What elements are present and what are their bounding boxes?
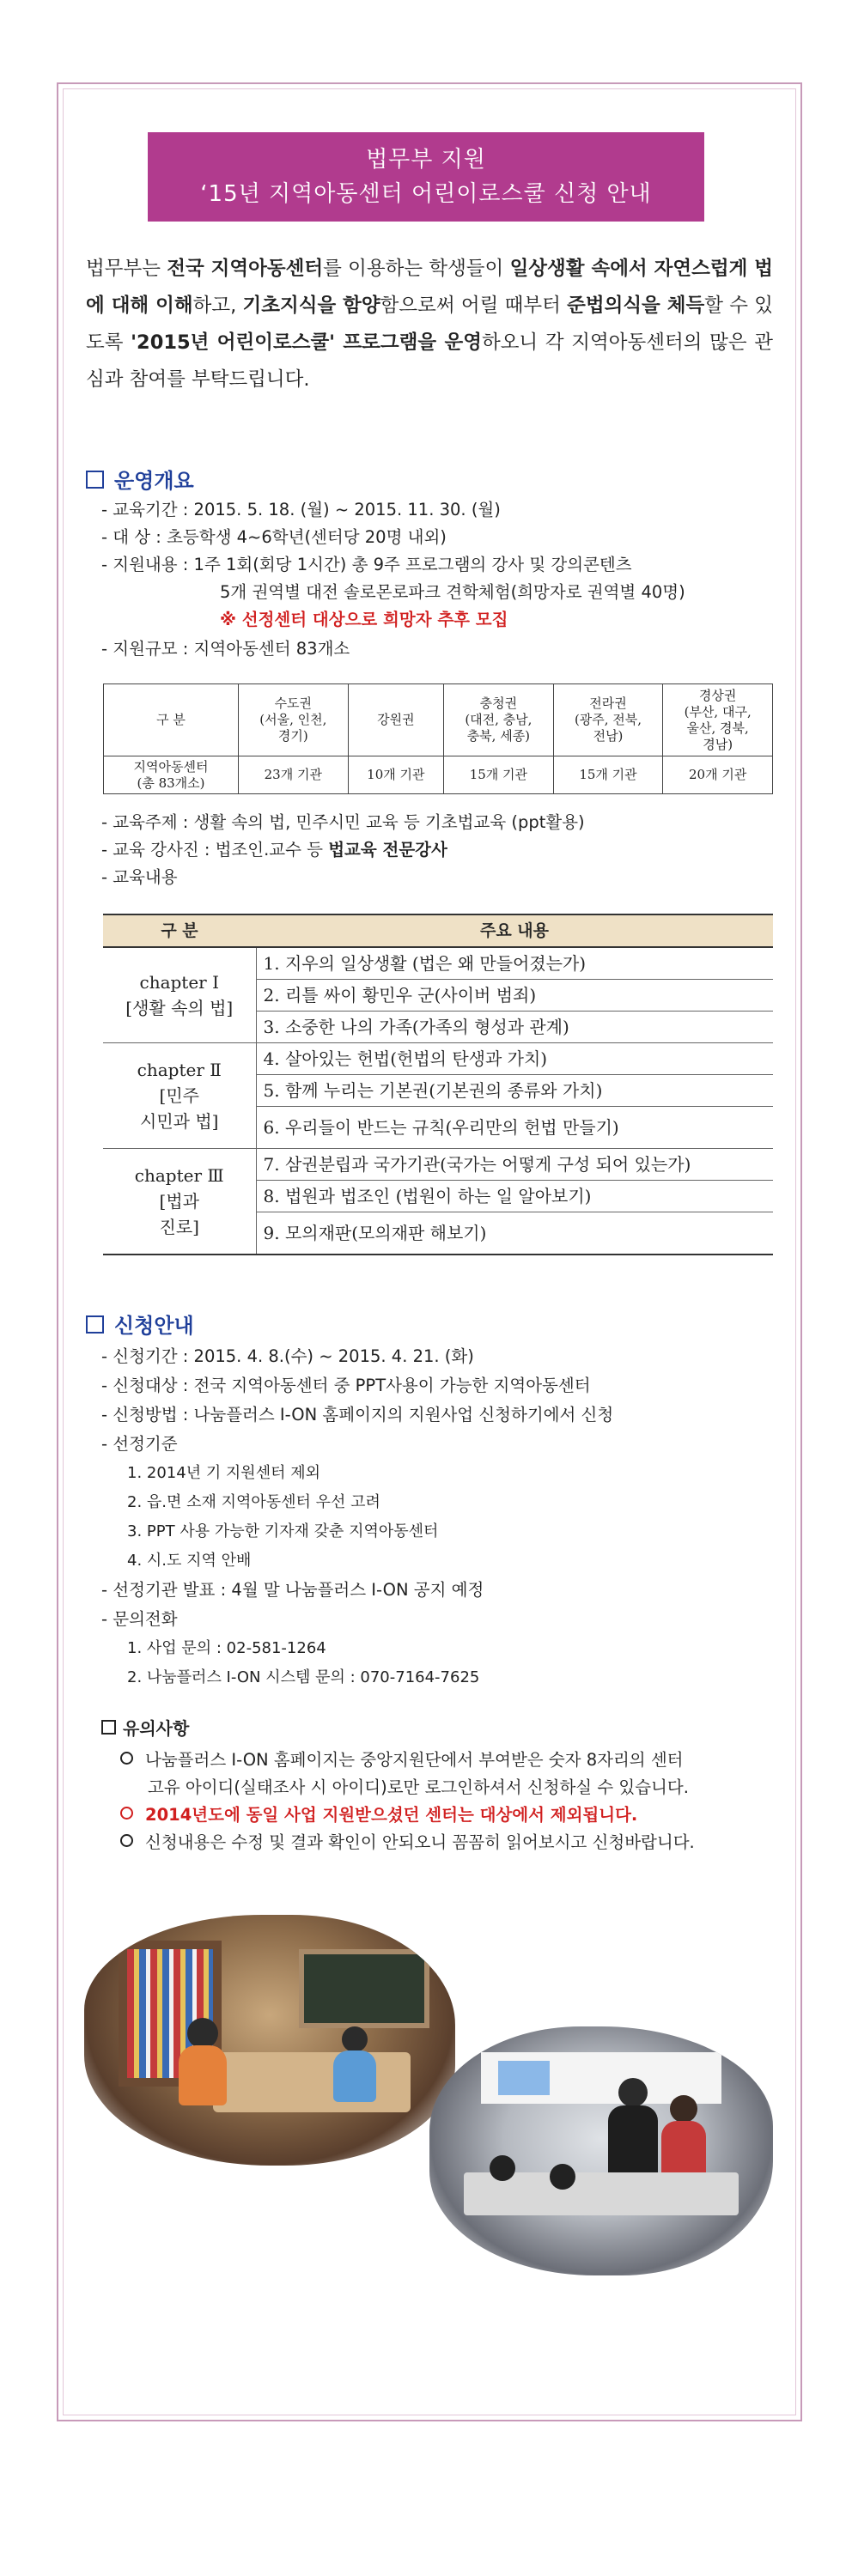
apply-method: - 신청방법 : 나눔플러스 I-ON 홈페이지의 지원사업 신청하기에서 신청 — [101, 1405, 614, 1425]
scale-value-cell: 23개 기관 — [239, 756, 349, 794]
curriculum-item: 4. 살아있는 헌법(헌법의 탄생과 가치) — [256, 1043, 773, 1075]
apply-target: - 신청대상 : 전국 지역아동센터 중 PPT사용이 가능한 지역아동센터 — [101, 1376, 591, 1395]
checkbox-square-icon — [86, 1315, 104, 1334]
curriculum-item: 5. 함께 누리는 기본권(기본권의 종류와 가치) — [256, 1075, 773, 1107]
checkbox-square-icon — [86, 471, 104, 489]
scale-header-cell: 수도권 (서울, 인천, 경기) — [239, 684, 349, 756]
criteria-item: 4. 시.도 지역 안배 — [127, 1552, 252, 1570]
scale-table-row — [104, 756, 773, 794]
scale-value-cell: 10개 기관 — [348, 756, 443, 794]
curriculum-header-cell: 주요 내용 — [256, 914, 773, 947]
overview-teachers: - 교육 강사진 : 법조인.교수 등 법교육 전문강사 — [101, 840, 447, 860]
overview-scale: - 지원규모 : 지역아동센터 83개소 — [101, 639, 350, 659]
curriculum-item: 8. 법원과 법조인 (법원이 하는 일 알아보기) — [256, 1181, 773, 1212]
curriculum-row — [103, 1043, 773, 1075]
note-item: 신청내용은 수정 및 결과 확인이 안되오니 꼼꼼히 읽어보시고 신청바랍니다. — [120, 1831, 695, 1855]
student-head-shape — [342, 2026, 368, 2052]
criteria-item: 1. 2014년 기 지원센터 제외 — [127, 1464, 320, 1482]
overview-content-label: - 교육내용 — [101, 867, 178, 887]
overview-target: - 대 상 : 초등학생 4~6학년(센터당 20명 내외) — [101, 527, 447, 547]
student-body-shape — [333, 2050, 376, 2102]
title-line-2: ‘15년 지역아동센터 어린이로스쿨 신청 안내 — [200, 181, 652, 207]
criteria-item: 2. 읍.면 소재 지역아동센터 우선 고려 — [127, 1493, 380, 1511]
apply-announcement: - 선정기관 발표 : 4월 말 나눔플러스 I-ON 공지 예정 — [101, 1580, 484, 1600]
title-line-1: 법무부 지원 — [366, 147, 486, 173]
curriculum-header — [103, 914, 773, 947]
scale-header-cell: 강원권 — [348, 684, 443, 756]
curriculum-item: 1. 지우의 일상생활 (법은 왜 만들어졌는가) — [256, 947, 773, 980]
scale-value-cell: 20개 기관 — [663, 756, 773, 794]
curriculum-header-cell: 구 분 — [103, 914, 256, 947]
apply-criteria-label: - 선정기준 — [101, 1434, 178, 1454]
student-head-shape — [490, 2155, 515, 2181]
blackboard-shape — [299, 1949, 429, 2028]
section-heading-application: 신청안내 — [86, 1309, 194, 1339]
intro-paragraph: 법무부는 전국 지역아동센터를 이용하는 학생들이 일상생활 속에서 자연스럽게 법에 대해 이해하고, 기초지식을 함양함으로써 어릴 때부터 준법의식을 체득할 수 있도록 '2015년 어린이로스쿨' 프로그램을 운영하오니 각 지역아동센터의 많은 관심과 참여를 부탁드립니다. — [86, 258, 774, 391]
criteria-item: 3. PPT 사용 가능한 기자재 갖춘 지역아동센터 — [127, 1522, 439, 1540]
curriculum-item: 2. 리틀 싸이 황민우 군(사이버 범죄) — [256, 980, 773, 1012]
scale-header-cell: 경상권 (부산, 대구, 울산, 경북, 경남) — [663, 684, 773, 756]
desk-shape — [213, 2052, 411, 2112]
overview-support: - 지원내용 : 1주 1회(회당 1시간) 총 9주 프로그램의 강사 및 강의콘텐츠 — [101, 555, 632, 574]
overview-period: - 교육기간 : 2015. 5. 18. (월) ~ 2015. 11. 30. (월) — [101, 500, 501, 519]
curriculum-item: 3. 소중한 나의 가족(가족의 형성과 관계) — [256, 1012, 773, 1043]
student-body-shape — [179, 2045, 227, 2105]
overview-subject: - 교육주제 : 생활 속의 법, 민주시민 교육 등 기초법교육 (ppt활용) — [101, 812, 585, 832]
curriculum-item: 9. 모의재판(모의재판 해보기) — [256, 1212, 773, 1255]
circle-bullet-icon — [120, 1834, 133, 1847]
overview-support-2: 5개 권역별 대전 솔로몬로파크 견학체험(희망자로 권역별 40명) — [220, 582, 685, 602]
classroom-photo-1 — [84, 1915, 455, 2166]
circle-bullet-icon — [120, 1752, 133, 1765]
apply-contact-label: - 문의전화 — [101, 1609, 178, 1629]
chapter-2-cell: chapter Ⅱ [민주 시민과 법] — [103, 1043, 256, 1149]
note-item-continued: 고유 아이디(실태조사 시 아이디)로만 로그인하셔서 신청하실 수 있습니다. — [148, 1777, 689, 1797]
contact-item: 2. 나눔플러스 I-ON 시스템 문의 : 070-7164-7625 — [127, 1668, 480, 1686]
curriculum-row — [103, 947, 773, 980]
overview-support-note: ※ 선정센터 대상으로 희망자 추후 모집 — [220, 610, 508, 629]
scale-value-cell: 15개 기관 — [444, 756, 554, 794]
scale-table — [103, 683, 773, 794]
scale-header-cell: 전라권 (광주, 전북, 전남) — [553, 684, 663, 756]
title-banner — [148, 132, 704, 222]
chapter-3-cell: chapter Ⅲ [법과 진로] — [103, 1149, 256, 1255]
section-heading-overview: 운영개요 — [86, 464, 194, 494]
curriculum-item: 7. 삼권분립과 국가기관(국가는 어떻게 구성 되어 있는가) — [256, 1149, 773, 1181]
contact-item: 1. 사업 문의 : 02-581-1264 — [127, 1639, 326, 1657]
note-item: 나눔플러스 I-ON 홈페이지는 중앙지원단에서 부여받은 숫자 8자리의 센터 — [120, 1748, 684, 1772]
curriculum-item: 6. 우리들이 반드는 규칙(우리만의 헌법 만들기) — [256, 1107, 773, 1149]
student-head-shape — [550, 2164, 575, 2190]
classroom-photo-2 — [429, 2026, 773, 2275]
chapter-1-cell: chapter Ⅰ [생활 속의 법] — [103, 947, 256, 1043]
scale-table-header — [104, 684, 773, 756]
student-head-shape — [187, 2018, 218, 2049]
teacher-head-shape — [618, 2078, 648, 2107]
scale-row-label: 지역아동센터 (총 83개소) — [104, 756, 239, 794]
curriculum-table — [103, 914, 773, 1255]
scale-value-cell: 15개 기관 — [553, 756, 663, 794]
circle-bullet-icon — [120, 1807, 133, 1820]
scale-header-cell: 충청권 (대전, 충남, 충북, 세종) — [444, 684, 554, 756]
note-item-alert: 2014년도에 동일 사업 지원받으셨던 센터는 대상에서 제외됩니다. — [120, 1803, 637, 1827]
scale-header-cell: 구 분 — [104, 684, 239, 756]
checkbox-square-icon — [101, 1720, 116, 1735]
notes-heading: 유의사항 — [101, 1715, 189, 1740]
window-shape — [498, 2061, 550, 2095]
apply-period: - 신청기간 : 2015. 4. 8.(수) ~ 2015. 4. 21. (화) — [101, 1346, 474, 1366]
adult-head-shape — [670, 2095, 697, 2123]
curriculum-row — [103, 1149, 773, 1181]
